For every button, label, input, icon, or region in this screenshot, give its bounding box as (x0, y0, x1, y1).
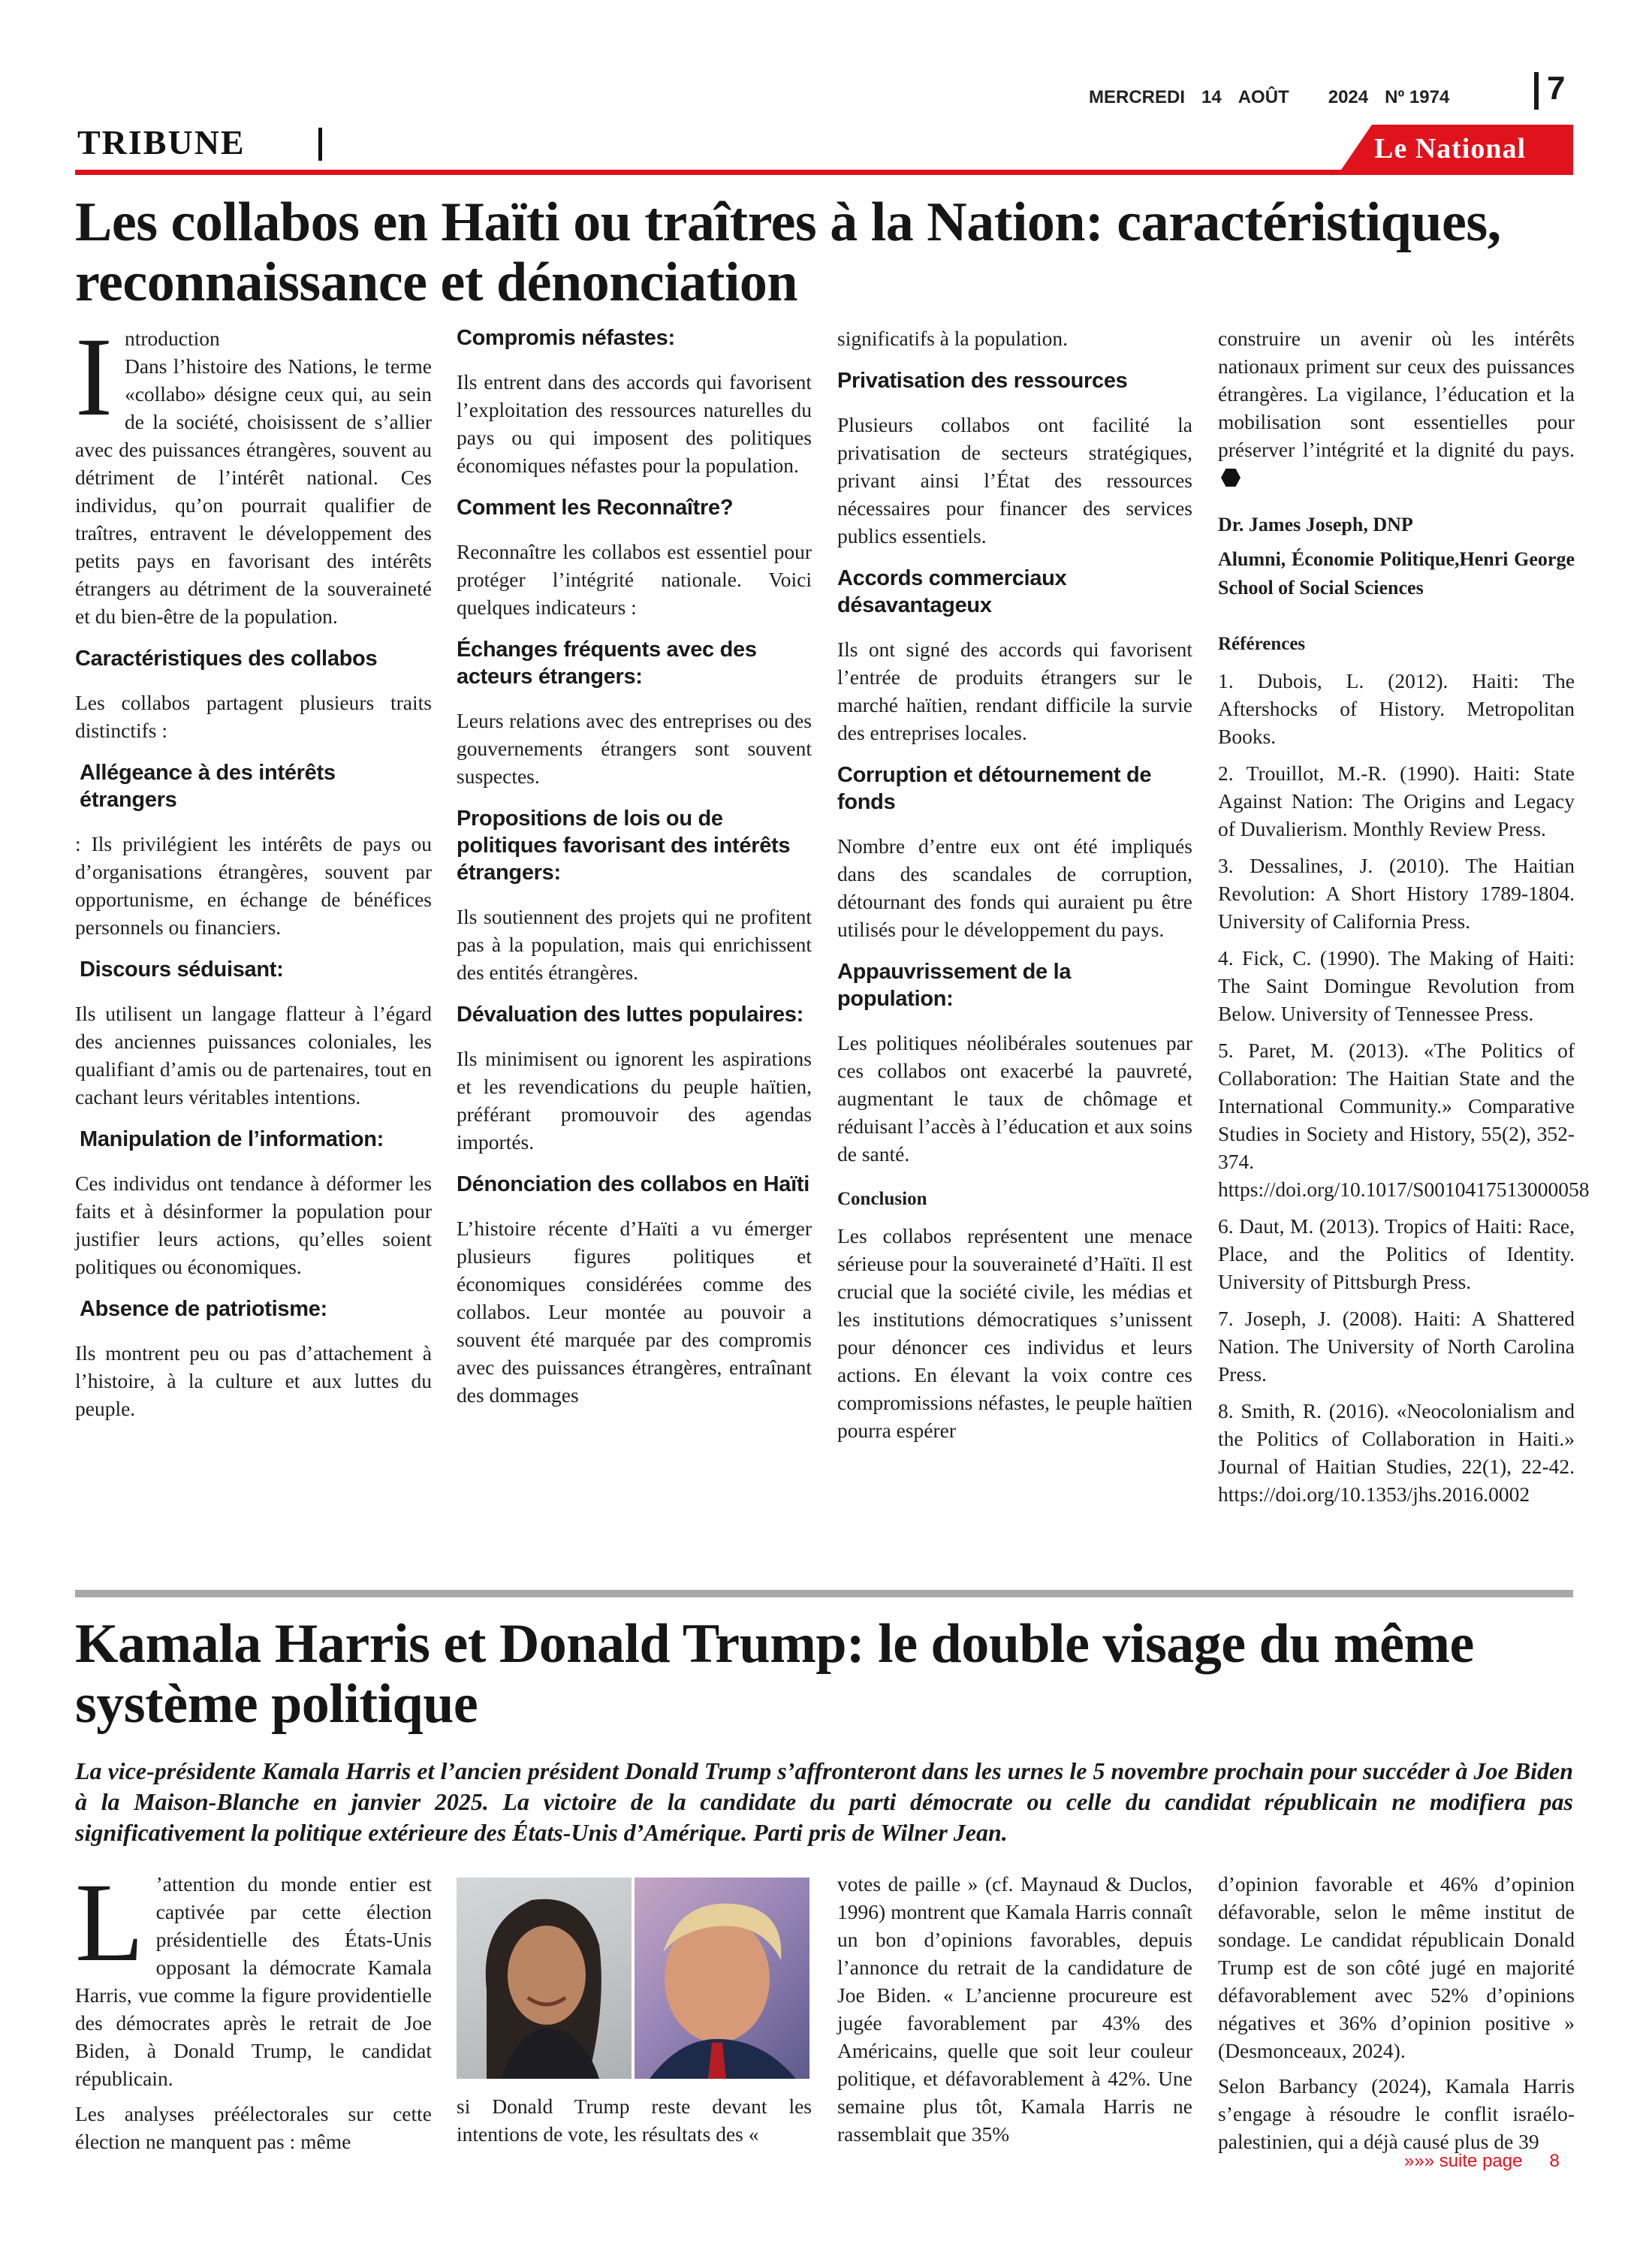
text-discours: Ils utilisent un langage flatteur à l’égard des anciennes puissances coloniales, les qualifiant d’amis ou de partenaires, tout en cachant leurs véritables intentions. (75, 1002, 432, 1108)
article2-text-1: ’attention du monde entier est captivée par cette élection présidentielle des États-Unis opposant la démocrate Kamala Harris, vue comme la figure providentielle des démocrates après le retrait de Joe Biden, à Donald Trump, le candidat républicain. (75, 1872, 432, 2090)
header-rule (75, 170, 1573, 175)
heading-privatisation: Privatisation des ressources (837, 369, 1128, 393)
author-name: Dr. James Joseph, DNP (1218, 514, 1413, 535)
heading-corruption: Corruption et détournement de fonds (837, 763, 1152, 814)
page-number: 7 (1547, 70, 1566, 107)
text-manipulation: Ces individus ont tendance à déformer les faits et à désinformer la population pour justifier leurs actions, qu’elles soient politiques ou économiques. (75, 1172, 432, 1278)
issue-date-day: 14 (1201, 87, 1222, 107)
reference-item: 6. Daut, M. (2013). Tropics of Haiti: Race, Place, and the Politics of Identity. University of Pittsburgh Press. (1218, 1214, 1575, 1293)
heading-appauvrissement: Appauvrissement de la population: (837, 960, 1072, 1011)
page-number-divider (1534, 72, 1539, 110)
article2-column-4 (1218, 1870, 1575, 2170)
section-divider (318, 128, 322, 161)
article-divider (75, 1590, 1573, 1597)
reference-item: 8. Smith, R. (2016). «Neocolonialism and the Politics of Collaboration in Haiti.» Journal of Haitian Studies, 22(1), 22-42. https://doi.org/10.1353/jhs.2016.0002 (1218, 1399, 1575, 1506)
article2-column-2 (457, 2092, 812, 2163)
references-list (1218, 667, 1590, 1508)
heading-allegeance: Allégeance à des intérêts étrangers (80, 761, 336, 812)
issue-day: MERCREDI (1089, 87, 1186, 107)
intro-text: Dans l’histoire des Nations, le terme «collabo» désigne ceux qui, au sein de la société, choisissent de s’allier avec des puissances étrangères, souvent au détriment de l’intérêt national. Ces individus, qu’on pourrait qualifier de traîtres, entravent le développement des petits pays en favorisant des intérêts étrangers au détriment de la souveraineté et du bien-être de la population. (75, 354, 432, 628)
article2-column-1 (75, 1860, 432, 2170)
references-heading: Références (1218, 634, 1306, 654)
continued-label: »»» suite page (1404, 2151, 1523, 2171)
article1-column-2 (457, 324, 812, 1424)
heading-manipulation: Manipulation de l’information: (80, 1127, 384, 1151)
article1-column-1 (75, 315, 432, 1437)
article1-headline: Les collabos en Haïti ou traîtres à la Nation: caractéristiques, reconnaissance et dénonciation (75, 192, 1501, 313)
reference-item: 2. Trouillot, M.-R. (1990). Haiti: State Against Nation: The Origins and Legacy of Duvalierism. Monthly Review Press. (1218, 762, 1575, 840)
article2-text-2: Les analyses préélectorales sur cette élection ne manquent pas : même (75, 2102, 432, 2153)
continued-on-page-link[interactable] (1404, 2151, 1560, 2172)
text-privatisation: Plusieurs collabos ont facilité la privatisation de secteurs stratégiques, privant ainsi l’État des ressources nécessaires pour financer des services publics essentiels. (837, 413, 1192, 547)
photo-kamala-harris (457, 1878, 632, 2079)
article1-dropcap: I (75, 315, 113, 439)
text-allegeance: : Ils privilégient les intérêts de pays ou d’organisations étrangères, souvent par opportunisme, en échange de bénéfices personnels ou financiers. (75, 832, 432, 939)
article2-headline: Kamala Harris et Donald Trump: le double visage du même système politique (75, 1613, 1474, 1735)
issue-year: 2024 (1328, 87, 1369, 107)
issue-number: Nº 1974 (1385, 87, 1450, 107)
heading-denonciation: Dénonciation des collabos en Haïti (457, 1172, 809, 1196)
heading-conclusion: Conclusion (837, 1189, 927, 1209)
text-reconnaitre: Reconnaître les collabos est essentiel pour protéger l’intégrité nationale. Voici quelques indicateurs : (457, 540, 812, 619)
reference-item: 1. Dubois, L. (2012). Haiti: The Aftershocks of History. Metropolitan Books. (1218, 669, 1575, 748)
heading-accords: Accords commerciaux désavantageux (837, 566, 1067, 617)
text-appauvrissement: Les politiques néolibérales soutenues par ces collabos ont exacerbé la pauvreté, augmentant le taux de chômage et réduisant l’accès à l’éducation et aux soins de santé. (837, 1031, 1192, 1166)
article2-text-6: Selon Barbancy (2024), Kamala Harris s’engage à résoudre le conflit israélo-palestinien, qui a déjà causé plus de 39 (1218, 2074, 1575, 2153)
candidates-photo (457, 1878, 809, 2079)
text-conclusion: Les collabos représentent une menace sérieuse pour la souveraineté d’Haïti. Il est crucial que la société civile, les médias et les institutions démocratiques s’unissent pour dénoncer ces individus et leurs actions. En élevant la voix contre ces compromissions néfastes, le peuple haïtien pourra espérer (837, 1224, 1192, 1442)
heading-caracteristiques: Caractéristiques des collabos (75, 647, 378, 671)
text-compromis: Ils entrent dans des accords qui favorisent l’exploitation des ressources naturelles du pays ou qui imposent des politiques économiques néfastes pour la population. (457, 370, 812, 477)
heading-devaluation: Dévaluation des luttes populaires: (457, 1003, 803, 1027)
text-denonciation-cont: significatifs à la population. (837, 327, 1069, 350)
article2-text-3: si Donald Trump reste devant les intentions de vote, les résultats des « (457, 2095, 812, 2146)
text-propositions: Ils soutiennent des projets qui ne profitent pas à la population, mais qui enrichissent des entités étrangères. (457, 905, 812, 984)
text-caracteristiques: Les collabos partagent plusieurs traits distinctifs : (75, 691, 432, 742)
continued-page: 8 (1549, 2151, 1560, 2171)
author-title: Alumni, Économie Politique,Henri George School of Social Sciences (1218, 548, 1575, 599)
text-corruption: Nombre d’entre eux ont été impliqués dans des scandales de corruption, détournant des fonds qui auraient pu être utilisés pour le développement du pays. (837, 834, 1192, 941)
article1-column-4 (1218, 324, 1590, 1517)
heading-compromis: Compromis néfastes: (457, 326, 675, 350)
text-accords: Ils ont signé des accords qui favorisent l’entrée de produits étrangers sur le marché haïtien, rendant difficile la survie des entreprises locales. (837, 638, 1192, 744)
reference-item: 7. Joseph, J. (2008). Haiti: A Shattered Nation. The University of North Carolina Press. (1218, 1307, 1575, 1386)
intro-heading: ntroduction (124, 327, 220, 350)
heading-absence: Absence de patriotisme: (80, 1297, 327, 1321)
article2-deck: La vice-présidente Kamala Harris et l’ancien président Donald Trump s’affronteront dans les urnes le 5 novembre prochain pour succéder à Joe Biden à la Maison-Blanche en janvier 2025. La victoire de la candidate du parti démocrate ou celle du candidat républicain ne modifiera pas significativement la politique extérieure des États-Unis d’Amérique. Parti pris de Wilner Jean. (75, 1757, 1573, 1846)
reference-item: 4. Fick, C. (1990). The Making of Haiti: The Saint Domingue Revolution from Below. University of Tennessee Press. (1218, 946, 1575, 1025)
heading-discours: Discours séduisant: (80, 958, 284, 982)
end-of-article-icon (1221, 469, 1241, 487)
reference-item: 3. Dessalines, J. (2010). The Haitian Revolution: A Short History 1789-1804. University of California Press. (1218, 854, 1575, 933)
article2-dropcap: L (75, 1860, 144, 1985)
section-label: TRIBUNE (77, 123, 246, 161)
heading-reconnaitre: Comment les Reconnaître? (457, 496, 734, 520)
article2-column-3 (837, 1870, 1192, 2163)
article1-column-3 (837, 324, 1192, 1459)
portrait-left-graphic (457, 1878, 632, 2079)
photo-donald-trump (635, 1878, 809, 2079)
text-absence: Ils montrent peu ou pas d’attachement à l’histoire, à la culture et aux luttes du peuple. (75, 1341, 432, 1420)
article2-text-5: d’opinion favorable et 46% d’opinion défavorable, selon le même institut de sondage. Le candidat républicain Donald Trump est de son côté jugé en majorité défavorablement avec 52% d’opinions négatives et 36% d’opinion positive » (Desmonceaux, 2024). (1218, 1872, 1575, 2062)
portrait-right-graphic (635, 1878, 809, 2079)
text-echanges: Leurs relations avec des entreprises ou des gouvernements étrangers sont souvent suspectes. (457, 709, 812, 788)
issue-month: AOÛT (1237, 87, 1289, 107)
heading-propositions: Propositions de lois ou de politiques favorisant des intérêts étrangers: (457, 807, 791, 885)
heading-echanges: Échanges fréquents avec des acteurs étrangers: (457, 638, 757, 689)
text-conclusion-cont: construire un avenir où les intérêts nationaux priment sur ceux des puissances étrangères. La vigilance, l’éducation et la mobilisation sont essentielles pour préserver l’intégrité et la dignité du pays. (1218, 327, 1575, 461)
article2-text-4: votes de paille » (cf. Maynaud & Duclos, 1996) montrent que Kamala Harris connaît un bon d’opinions favorables, depuis l’annonce du retrait de la candidature de Joe Biden. « L’ancienne procureure est jugée favorablement par 43% des Américains, quelle que soit leur couleur politique, et défavorablement à 42%. Une semaine plus tôt, Kamala Harris ne rassemblait que 35% (837, 1872, 1192, 2146)
issue-info (1089, 83, 1479, 113)
brand-name: Le National (1374, 133, 1527, 164)
reference-item: 5. Paret, M. (2013). «The Politics of Collaboration: The Haitian State and the International Community.» Comparative Studies in Society and History, 55(2), 352-374. https://doi.org/10.1017/S0010417513000058 (1218, 1039, 1590, 1201)
text-devaluation: Ils minimisent ou ignorent les aspirations et les revendications du peuple haïtien, préférant promouvoir des agendas importés. (457, 1047, 812, 1154)
text-denonciation: L’histoire récente d’Haïti a vu émerger plusieurs figures politiques et économiques considérées comme des collabos. Leur montée au pouvoir a souvent été marquée par des compromis avec des puissances étrangères, entraînant des dommages (457, 1217, 812, 1407)
